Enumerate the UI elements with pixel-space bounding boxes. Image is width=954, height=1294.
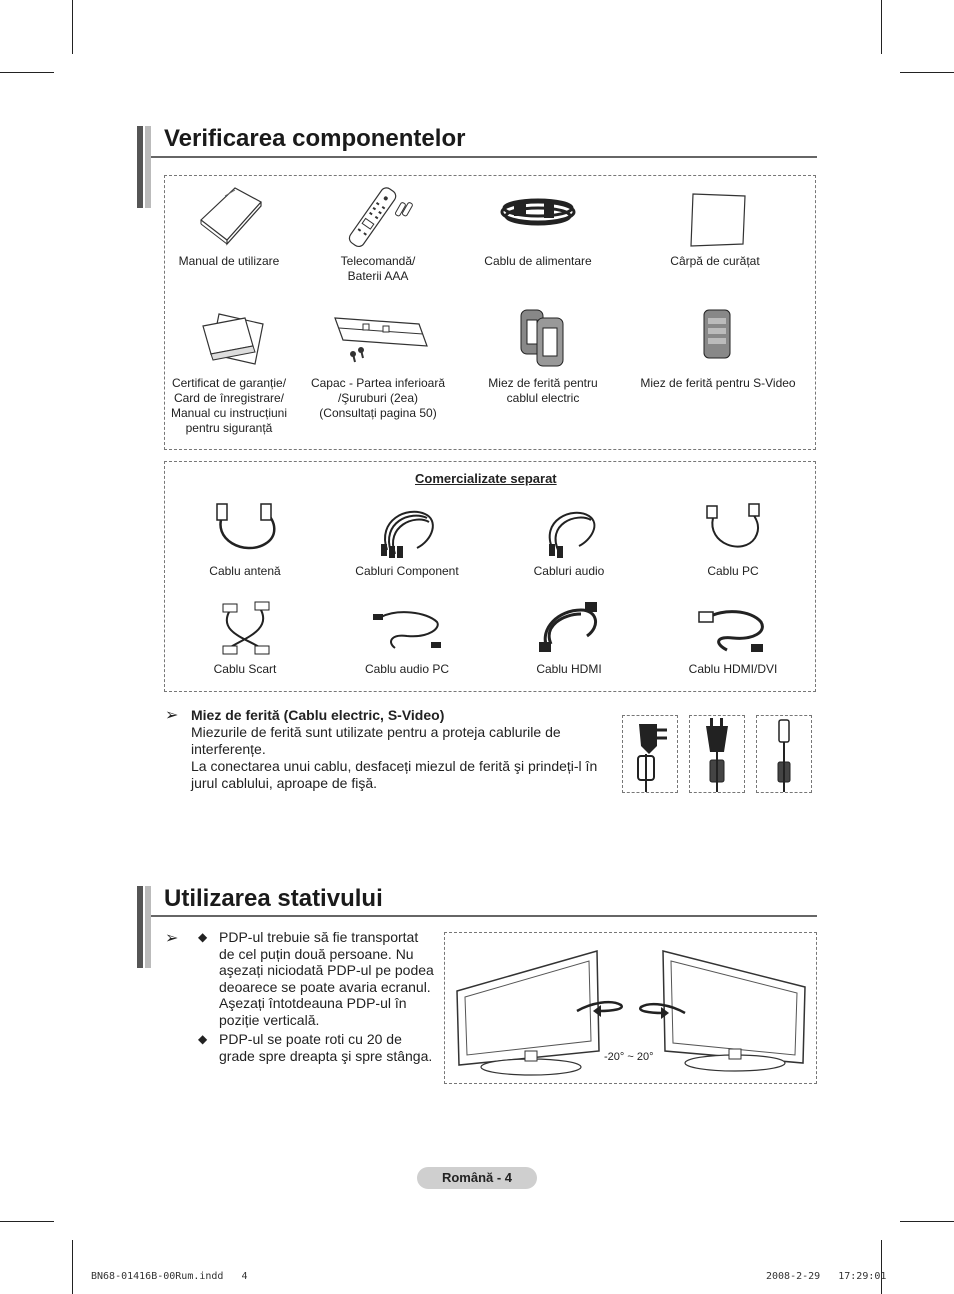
item-label: Cabluri audio xyxy=(533,564,605,578)
ferrite-core-svideo-icon xyxy=(678,306,758,372)
note-line: Miezurile de ferită sunt utilizate pentru a proteja cablurile de xyxy=(191,724,561,740)
cleaning-cloth-icon xyxy=(675,184,755,250)
item-label: Cablu HDMI/DVI xyxy=(688,662,778,676)
audio-cables-icon xyxy=(529,500,609,560)
bullet-text: grade spre dreapta şi spre stânga. xyxy=(219,1047,433,1064)
warranty-card-icon xyxy=(189,306,269,372)
rotation-illustration-box xyxy=(444,932,817,1084)
section-marker xyxy=(145,886,151,968)
component-cables-icon xyxy=(367,500,447,560)
page-number-badge: Română - 4 xyxy=(417,1167,537,1189)
bullet-text: aşezați niciodată PDP-ul pe podea xyxy=(219,962,434,978)
stand-bullet-2 xyxy=(219,1031,444,1064)
crop-mark xyxy=(900,72,954,73)
item-label: Cablu HDMI xyxy=(536,662,602,676)
included-item xyxy=(473,184,603,269)
ferrite-note xyxy=(191,707,611,792)
included-item xyxy=(164,184,294,269)
antenna-cable-icon xyxy=(205,500,285,560)
note-line: La conectarea unui cablu, desfaceți miezul de ferită şi prindeți-l în xyxy=(191,758,598,774)
item-label: Certificat de garanție/ Card de înregistrare/ Manual cu instrucțiuni pentru siguranță xyxy=(170,376,288,435)
crop-mark xyxy=(881,0,882,54)
svideo-ferrite-icon xyxy=(757,716,811,792)
remote-control-icon xyxy=(338,184,418,250)
note-line: jurul cablului, aproape de fişă. xyxy=(191,775,378,791)
crop-mark xyxy=(0,1221,54,1222)
pc-audio-cable-icon xyxy=(367,598,447,658)
section-marker xyxy=(137,126,143,208)
bullet-diamond-icon: ◆ xyxy=(198,930,208,944)
included-item xyxy=(303,306,453,421)
sold-item xyxy=(185,598,305,677)
power-cable-ferrite-icon xyxy=(690,716,744,792)
crop-mark xyxy=(881,1240,882,1294)
bullet-text: PDP-ul se poate roti cu 20 de xyxy=(219,1031,402,1047)
bullet-diamond-icon: ◆ xyxy=(198,1032,208,1046)
sold-item xyxy=(673,500,793,579)
sold-item xyxy=(347,598,467,677)
item-label: Cablu PC xyxy=(707,564,759,578)
item-label: Cablu audio PC xyxy=(364,662,450,676)
included-item xyxy=(164,306,294,436)
item-label: Capac - Partea inferioară /Şuruburi (2ea) (Consultați pagina 50) xyxy=(310,376,446,420)
note-title: Miez de ferită (Cablu electric, S-Video) xyxy=(191,707,445,723)
ferrite-illustration xyxy=(622,715,678,793)
bullet-text: deoarece se poate avaria ecranul. xyxy=(219,978,431,995)
sold-item xyxy=(185,500,305,579)
section-title-components: Verificarea componentelor xyxy=(164,125,466,152)
section-marker xyxy=(137,886,143,968)
power-plug-ferrite-icon xyxy=(623,716,677,792)
ferrite-core-power-icon xyxy=(503,306,583,372)
footer-datetime: 2008-2-29 17:29:01 xyxy=(766,1271,887,1282)
sold-item xyxy=(509,598,629,677)
rotation-label: -20° ~ 20° xyxy=(604,1051,654,1063)
item-label: Cablu antenă xyxy=(209,564,281,578)
cover-screws-icon xyxy=(323,306,433,372)
included-item xyxy=(470,306,616,406)
section-title-stand: Utilizarea stativului xyxy=(164,885,383,912)
hdmi-dvi-cable-icon xyxy=(693,598,773,658)
item-label: Telecomandă/ Baterii AAA xyxy=(340,254,416,283)
bullet-text: Aşezați întotdeauna PDP-ul în xyxy=(219,995,407,1011)
crop-mark xyxy=(72,1240,73,1294)
ferrite-illustration xyxy=(689,715,745,793)
pc-cable-icon xyxy=(693,500,773,560)
bullet-text: PDP-ul trebuie să fie transportat xyxy=(219,929,419,945)
included-item xyxy=(650,184,780,269)
included-item xyxy=(640,306,796,391)
bullet-text: de cel puțin două persoane. Nu xyxy=(219,945,414,962)
scart-cable-icon xyxy=(205,598,285,658)
included-item xyxy=(313,184,443,284)
crop-mark xyxy=(72,0,73,54)
footer-file: BN68-01416B-00Rum.indd 4 xyxy=(91,1271,248,1282)
note-arrow-icon: ➢ xyxy=(165,707,179,724)
crop-mark xyxy=(0,72,54,73)
item-label: Cablu Scart xyxy=(213,662,277,676)
ferrite-illustration xyxy=(756,715,812,793)
crop-mark xyxy=(900,1221,954,1222)
section-rule xyxy=(151,156,817,158)
manual-icon xyxy=(189,184,269,250)
item-label: Cablu de alimentare xyxy=(484,254,592,268)
section-marker xyxy=(145,126,151,208)
item-label: Miez de ferită pentru S-Video xyxy=(640,376,796,390)
bullet-text: poziție verticală. xyxy=(219,1011,320,1028)
item-label: Manual de utilizare xyxy=(178,254,280,268)
item-label: Cabluri Component xyxy=(355,564,459,578)
sold-item xyxy=(673,598,793,677)
stand-bullet-1 xyxy=(219,929,444,1028)
item-label: Miez de ferită pentru cablul electric xyxy=(488,376,598,405)
section-rule xyxy=(151,915,817,917)
sold-separately-heading: Comercializate separat xyxy=(415,471,557,486)
note-arrow-icon: ➢ xyxy=(165,930,179,947)
item-label: Cârpă de curățat xyxy=(670,254,760,268)
note-line: interferențe. xyxy=(191,741,266,757)
sold-item xyxy=(509,500,629,579)
power-cord-icon xyxy=(488,184,588,250)
hdmi-cable-icon xyxy=(529,598,609,658)
sold-item xyxy=(347,500,467,579)
